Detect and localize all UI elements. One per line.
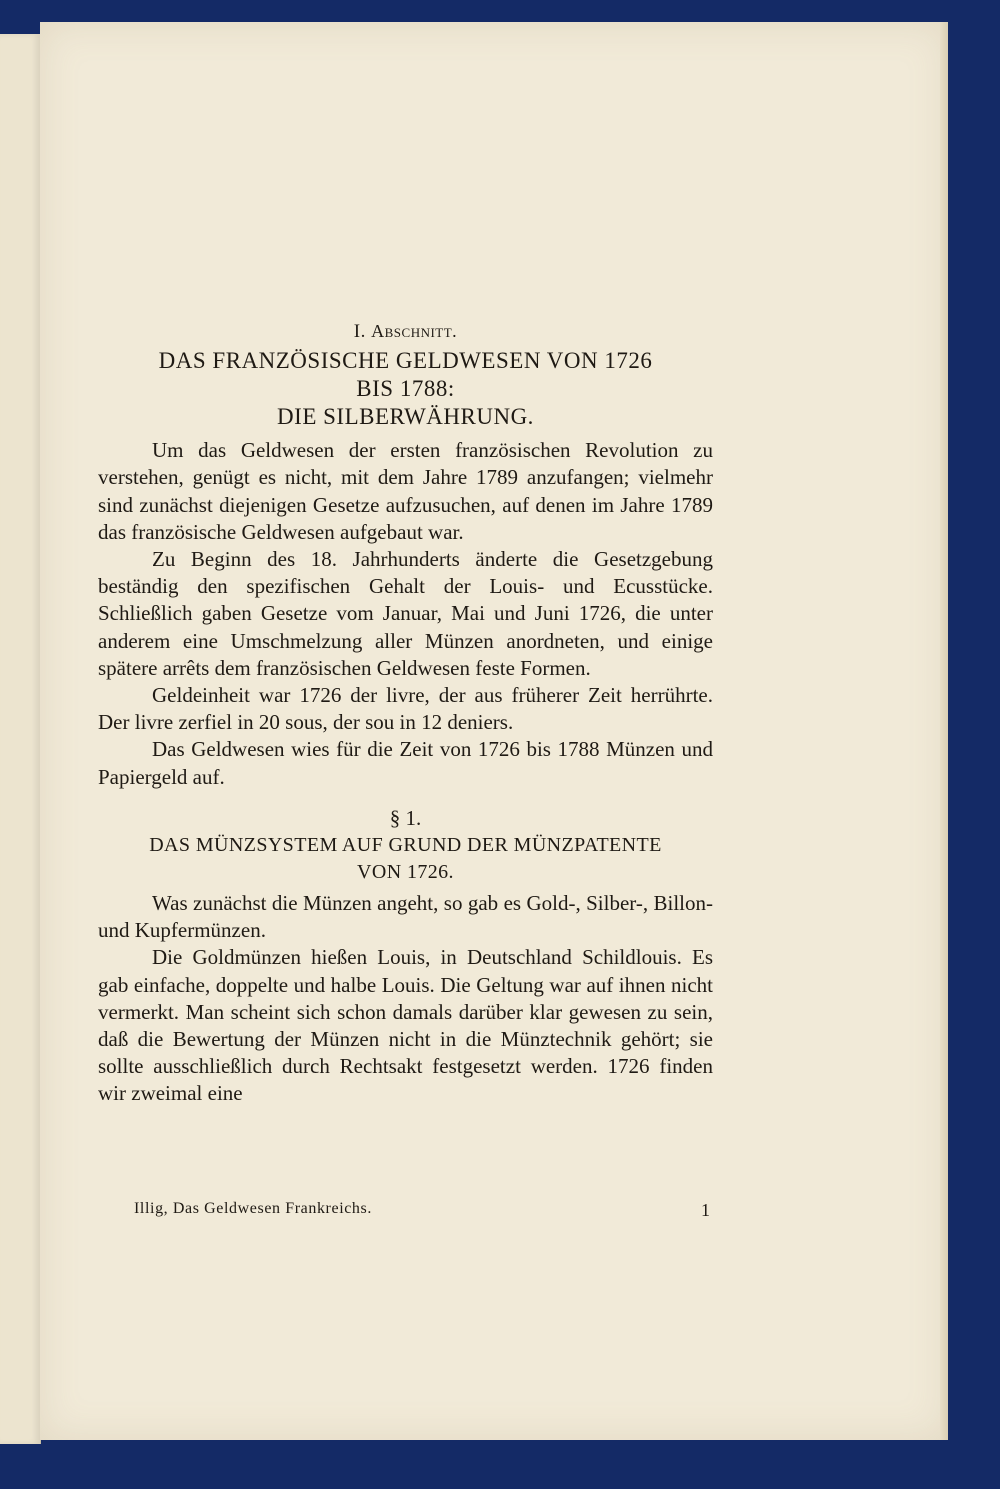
chapter-title (98, 347, 713, 431)
paragraph-sign: § 1. (389, 805, 422, 830)
body-paragraph: Die Goldmünzen hießen Louis, in Deutschland Schildlouis. Es gab einfache, doppelte und halbe Louis. Die Geltung war auf ihnen nicht vermerkt. Man scheint sich schon damals darüber klar gewesen zu sein, daß die Bewertung der Münzen nicht in die Münztechnik gehört; sie sollte ausschließlich durch Rechtsakt festgesetzt werden. 1726 finden wir zweimal eine (98, 945, 713, 1106)
section-title-line: VON 1726. (357, 861, 454, 884)
section-word: Abschnitt. (371, 321, 458, 341)
body-paragraph: Um das Geldwesen der ersten französischen Revolution zu verstehen, genügt es nicht, mit dem Jahre 1789 anzufangen; vielmehr sind zunächst diejenigen Gesetze aufzusuchen, auf denen im Jahre 1789 das französische Geldwesen aufgebaut war. (98, 438, 713, 544)
body-paragraph: Was zunächst die Münzen angeht, so gab es Gold-, Silber-, Billon- und Kupfermünzen. (98, 891, 713, 943)
section-title-line: DAS MÜNZSYSTEM AUF GRUND DER MÜNZPATENTE (149, 834, 662, 857)
chapter-title-line: DAS FRANZÖSISCHE GELDWESEN VON 1726 (158, 348, 653, 374)
page-body (98, 318, 713, 1108)
body-paragraph: Das Geldwesen wies für die Zeit von 1726 bis 1788 Münzen und Papiergeld auf. (98, 737, 713, 789)
chapter-title-line: DIE SILBERWÄHRUNG. (277, 404, 534, 430)
page-fore-edge (940, 22, 948, 1440)
body-paragraph: Geldeinheit war 1726 der livre, der aus früherer Zeit herrührte. Der livre zerfiel in 20 sous, der sou in 12 deniers. (98, 683, 713, 735)
page-number: 1 (701, 1200, 710, 1220)
chapter-title-line: BIS 1788: (356, 376, 455, 402)
section-label (98, 318, 713, 345)
body-paragraph: Zu Beginn des 18. Jahrhunderts änderte die Gesetzgebung beständig den spezifischen Gehalt der Louis- und Ecusstücke. Schließlich gaben Gesetze vom Januar, Mai und Juni 1726, die unter anderem eine Umschmelzung aller Münzen anordneten, und einige spätere arrêts dem französischen Geldwesen feste Formen. (98, 547, 713, 680)
printer-signature: Illig, Das Geldwesen Frankreichs. (134, 1200, 372, 1217)
previous-page-edge (0, 34, 41, 1444)
section-number: I. (353, 321, 372, 342)
section-title (98, 832, 713, 886)
